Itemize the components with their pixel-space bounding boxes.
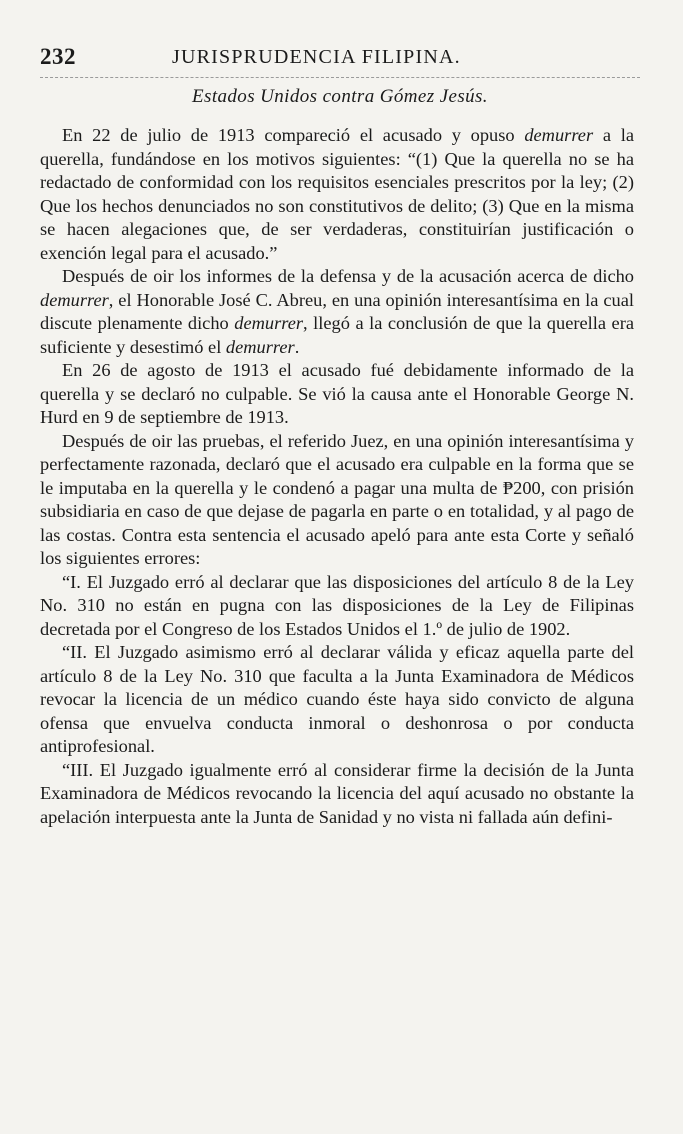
case-title: Estados Unidos contra Gómez Jesús.	[192, 86, 488, 107]
paragraph	[40, 759, 634, 830]
page-header	[40, 44, 640, 76]
paragraph	[40, 571, 634, 642]
paragraph	[40, 641, 634, 759]
italic-term: demurrer	[225, 336, 295, 357]
italic-term: demurrer	[524, 125, 594, 145]
paragraph	[40, 124, 634, 265]
paragraph	[40, 430, 634, 571]
text-run: Después de oir los informes de la defensa y de la acusación acerca de dicho	[62, 266, 634, 286]
paragraph	[40, 359, 634, 430]
text-run: Después de oir las pruebas, el referido Juez, en una opinión interesantísima y perfectamente razonada, declaró que el acusado era culpable en la forma que se le imputaba en la querella y le condenó a pagar una multa de ₱200, con prisión subsidiaria en caso de que dejase de pagarla en parte o en totalidad, y al pago de las costas. Contra esta sentencia el acusado apeló para ante esta Corte y señaló los siguientes errores:	[40, 430, 634, 568]
italic-term: demurrer	[40, 289, 109, 310]
italic-term: demurrer	[234, 313, 304, 333]
paragraph	[40, 265, 634, 359]
text-run: “I. El Juzgado erró al declarar que las disposiciones del artículo 8 de la Ley No. 310 no están en pugna con las disposiciones de la Ley de Filipinas decretada por el Congreso de los Estados Unidos el 1.º de julio de 1902.	[40, 571, 634, 639]
body-text	[40, 124, 634, 829]
text-run: .	[294, 336, 300, 357]
text-run: En 26 de agosto de 1913 el acusado fué debidamente informado de la querella y se declaró no culpable. Se vió la causa ante el Honorable George N. Hurd en 9 de septiembre de 1913.	[40, 360, 634, 427]
header-rule	[40, 77, 640, 78]
text-run: a la querella, fundándose en los motivos siguientes: “(1) Que la querella no se ha redactado de conformidad con los requisitos esenciales prescritos por la ley; (2) Que los hechos denunciados no son constitutivos de delito; (3) Que en la misma se hacen alegaciones que, de ser verdaderas, constituirían justificación o exención legal para el acusado.”	[40, 125, 634, 263]
text-run: En 22 de julio de 1913 compareció el acusado y opuso	[62, 125, 525, 145]
text-run: “III. El Juzgado igualmente erró al considerar firme la decisión de la Junta Examinadora de Médicos revocando la licencia del aquí acusado no obstante la apelación interpuesta ante la Junta de Sanidad y no vista ni fallada aún defini-	[40, 759, 634, 827]
running-title: JURISPRUDENCIA FILIPINA.	[172, 46, 461, 68]
text-run: “II. El Juzgado asimismo erró al declarar válida y eficaz aquella parte del artículo 8 de la Ley No. 310 que faculta a la Junta Examinadora de Médicos revocar la licencia de un médico cuando éste haya sido convicto de alguna ofensa que envuelva conducta inmoral o deshonrosa o por conducta antiprofesional.	[40, 642, 634, 756]
text-run: , el Honorable José C. Abreu, en una opinión interesantísima en la cual discute plenamente dicho	[40, 289, 634, 333]
text-run: , llegó a la conclusión de que la querella era suficiente y desestimó el	[40, 313, 634, 357]
page-number: 232	[40, 44, 76, 69]
